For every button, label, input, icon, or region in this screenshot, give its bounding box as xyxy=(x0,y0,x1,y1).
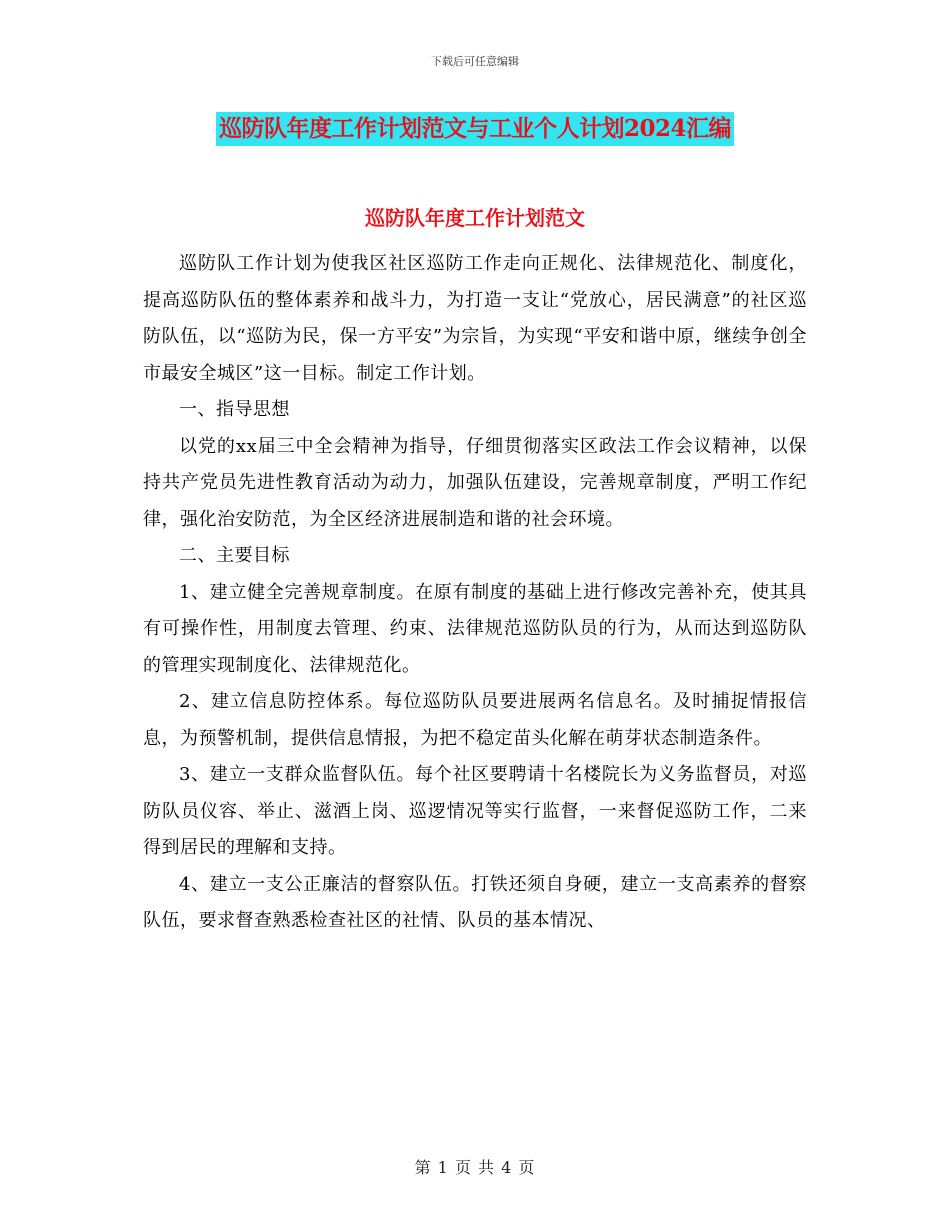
section-heading-guiding-ideology: 一、指导思想 xyxy=(179,399,290,420)
section-subtitle: 巡防队年度工作计划范文 xyxy=(365,206,585,230)
guiding-ideology-paragraph: 以党的xx届三中全会精神为指导，仔细贯彻落实区政法工作会议精神，以保持共产党员先进性教育活动为动力，加强队伍建设，完善规章制度，严明工作纪律，强化治安防范，为全区经济进展制造和谐的社会环境。 xyxy=(143,435,807,530)
intro-paragraph: 巡防队工作计划为使我区社区巡防工作走向正规化、法律规范化、制度化，提高巡防队伍的整体素养和战斗力，为打造一支让“党放心，居民满意”的社区巡防队伍，以“巡防为民，保一方平安”为宗旨，为实现“平安和谐中原，继续争创全市最安全城区”这一目标。制定工作计划。 xyxy=(143,253,807,384)
header-note: 下载后可任意编辑 xyxy=(431,55,519,68)
goal-item-2: 2、建立信息防控体系。每位巡防队员要进展两名信息名。及时捕捉情报信息，为预警机制，提供信息情报，为把不稳定苗头化解在萌芽状态制造条件。 xyxy=(143,691,807,749)
goal-item-3: 3、建立一支群众监督队伍。每个社区要聘请十名楼院长为义务监督员，对巡防队员仪容、举止、滋酒上岗、巡逻情况等实行监督，一来督促巡防工作，二来得到居民的理解和支持。 xyxy=(143,764,807,858)
main-title-container xyxy=(0,112,950,146)
goal-item-4: 4、建立一支公正廉洁的督察队伍。打铁还须自身硬，建立一支高素养的督察队伍，要求督查熟悉检查社区的社情、队员的基本情况、 xyxy=(143,873,807,931)
page-number-footer: 第 1 页 共 4 页 xyxy=(414,1158,536,1177)
main-title: 巡防队年度工作计划范文与工业个人计划2024汇编 xyxy=(216,112,734,146)
document-body xyxy=(143,246,807,940)
goal-item-1: 1、建立健全完善规章制度。在原有制度的基础上进行修改完善补充，使其具有可操作性，用制度去管理、约束、法律规范巡防队员的行为，从而达到巡防队的管理实现制度化、法律规范化。 xyxy=(143,581,807,676)
section-heading-main-goals: 二、主要目标 xyxy=(179,545,290,566)
